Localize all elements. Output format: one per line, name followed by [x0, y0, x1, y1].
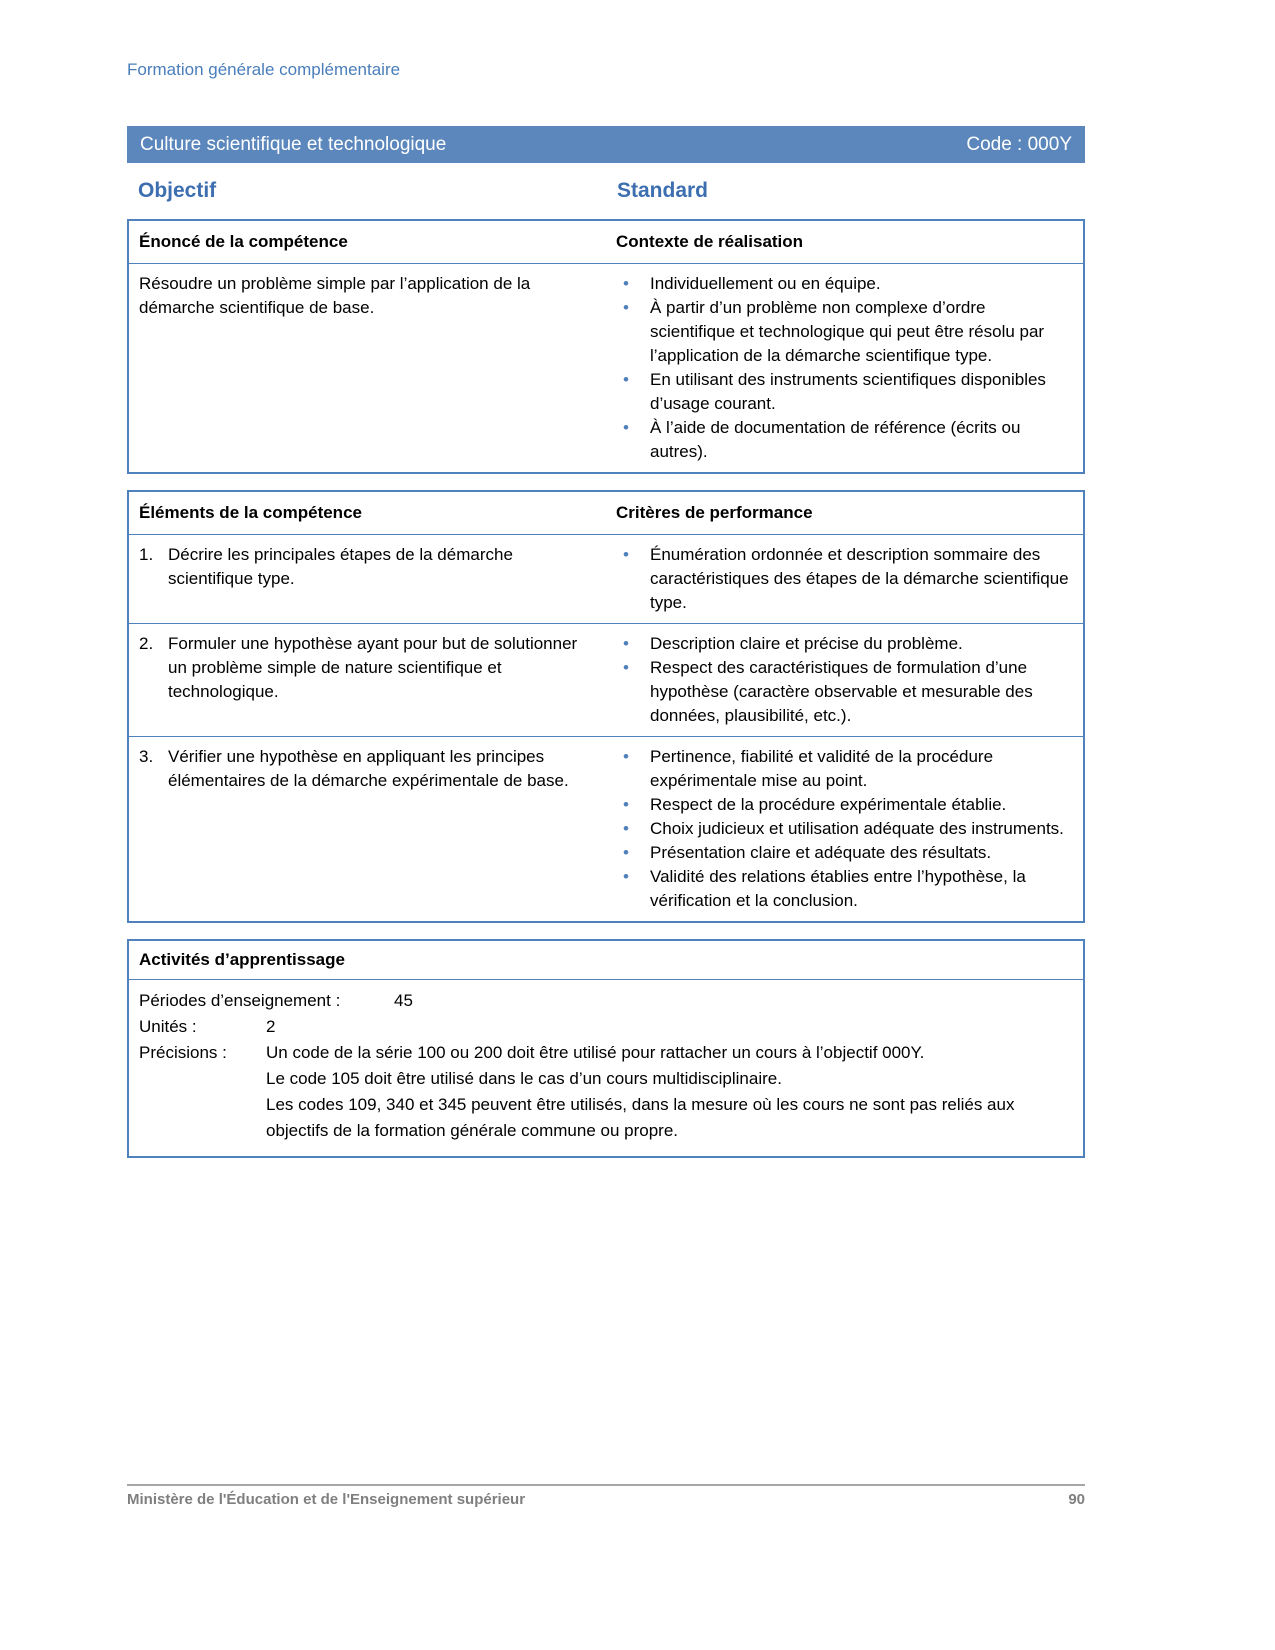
activities-header: Activités d’apprentissage: [129, 941, 1083, 980]
competence-table: [127, 219, 1085, 474]
precisions-label: Précisions :: [139, 1043, 227, 1062]
periods-label: Périodes d’enseignement :: [139, 991, 341, 1010]
criteria-bullet-item: • Description claire et précise du problème.: [616, 632, 1073, 656]
units-label: Unités :: [139, 1017, 197, 1036]
page-content: [127, 0, 1085, 1158]
criteria-cell-1: [606, 535, 1083, 623]
column-headings: [127, 179, 1085, 203]
elements-right-header: Critères de performance: [616, 503, 813, 522]
precision-line: Les codes 109, 340 et 345 peuvent être utilisés, dans la mesure où les cours ne sont pas reliés aux objectifs de la formation générale commune ou propre.: [266, 1095, 1015, 1140]
standard-heading: Standard: [617, 179, 709, 202]
activities-row-precisions: [139, 1040, 1073, 1144]
competence-body-row: [129, 263, 1083, 472]
element-cell-1: [129, 535, 606, 623]
precision-line: Le code 105 doit être utilisé dans le cas d’un cours multidisciplinaire.: [266, 1069, 782, 1088]
objectif-heading: Objectif: [138, 179, 217, 202]
element-text: Formuler une hypothèse ayant pour but de solutionner un problème simple de nature scientifique et technologique.: [168, 634, 578, 701]
criteria-bullet-item: • Validité des relations établies entre l’hypothèse, la vérification et la conclusion.: [616, 865, 1073, 913]
element-text: Vérifier une hypothèse en appliquant les principes élémentaires de la démarche expérimentale de base.: [168, 747, 569, 790]
criteria-bullet-item: • Choix judicieux et utilisation adéquate des instruments.: [616, 817, 1073, 841]
criteria-bullet-item: • Respect de la procédure expérimentale établie.: [616, 793, 1073, 817]
activities-table: [127, 939, 1085, 1158]
competence-table-header-row: [129, 221, 1083, 263]
elements-table-header-row: [129, 492, 1083, 534]
document-section-title: Formation générale complémentaire: [127, 60, 401, 79]
precisions-list: [266, 1040, 1073, 1144]
criteria-bullet-list-2: [616, 632, 1073, 728]
criteria-bullet-list-1: [616, 543, 1073, 615]
criteria-bullet-list-3: [616, 745, 1073, 913]
criteria-cell-3: [606, 737, 1083, 921]
element-row-2: [129, 623, 1083, 736]
context-bullet-item: • À partir d’un problème non complexe d’ordre scientifique et technologique qui peut être résolu par l’application de la démarche scientifique type.: [616, 296, 1073, 368]
competence-left-header: Énoncé de la compétence: [139, 232, 348, 251]
context-bullet-item: • À l’aide de documentation de référence (écrits ou autres).: [616, 416, 1073, 464]
element-number: 3.: [139, 747, 154, 766]
units-value: 2: [266, 1017, 276, 1036]
page-footer: [127, 1484, 1085, 1508]
context-cell: [606, 264, 1083, 472]
activities-row-units: [139, 1014, 1073, 1040]
criteria-bullet-item: • Respect des caractéristiques de formulation d’une hypothèse (caractère observable et mesurable des données, plausibilité, etc.).: [616, 656, 1073, 728]
element-cell-2: [129, 624, 606, 736]
criteria-bullet-item: • Présentation claire et adéquate des résultats.: [616, 841, 1073, 865]
element-cell-3: [129, 737, 606, 921]
criteria-cell-2: [606, 624, 1083, 736]
activities-row-periods: [139, 988, 1073, 1014]
element-text: Décrire les principales étapes de la démarche scientifique type.: [168, 545, 513, 588]
criteria-bullet-item: • Énumération ordonnée et description sommaire des caractéristiques des étapes de la démarche scientifique type.: [616, 543, 1073, 615]
element-number: 1.: [139, 545, 154, 564]
context-bullet-item: • Individuellement ou en équipe.: [616, 272, 1073, 296]
course-title: Culture scientifique et technologique: [140, 133, 447, 155]
periods-value: 45: [394, 991, 413, 1010]
course-banner: [127, 126, 1085, 163]
footer-page-number: 90: [1068, 1491, 1085, 1508]
competence-statement: Résoudre un problème simple par l’application de la démarche scientifique de base.: [139, 274, 531, 317]
context-bullet-list: [616, 272, 1073, 464]
criteria-bullet-item: • Pertinence, fiabilité et validité de la procédure expérimentale mise au point.: [616, 745, 1073, 793]
context-bullet-item: • En utilisant des instruments scientifiques disponibles d’usage courant.: [616, 368, 1073, 416]
elements-table: [127, 490, 1085, 923]
element-number: 2.: [139, 634, 154, 653]
element-row-3: [129, 736, 1083, 921]
course-code: Code : 000Y: [966, 133, 1072, 155]
elements-left-header: Éléments de la compétence: [139, 503, 362, 522]
footer-ministry: Ministère de l'Éducation et de l'Enseignement supérieur: [127, 1491, 526, 1508]
activities-body: [129, 980, 1083, 1156]
element-row-1: [129, 534, 1083, 623]
precision-line: Un code de la série 100 ou 200 doit être utilisé pour rattacher un cours à l’objectif 000Y.: [266, 1043, 925, 1062]
competence-right-header: Contexte de réalisation: [616, 232, 804, 251]
